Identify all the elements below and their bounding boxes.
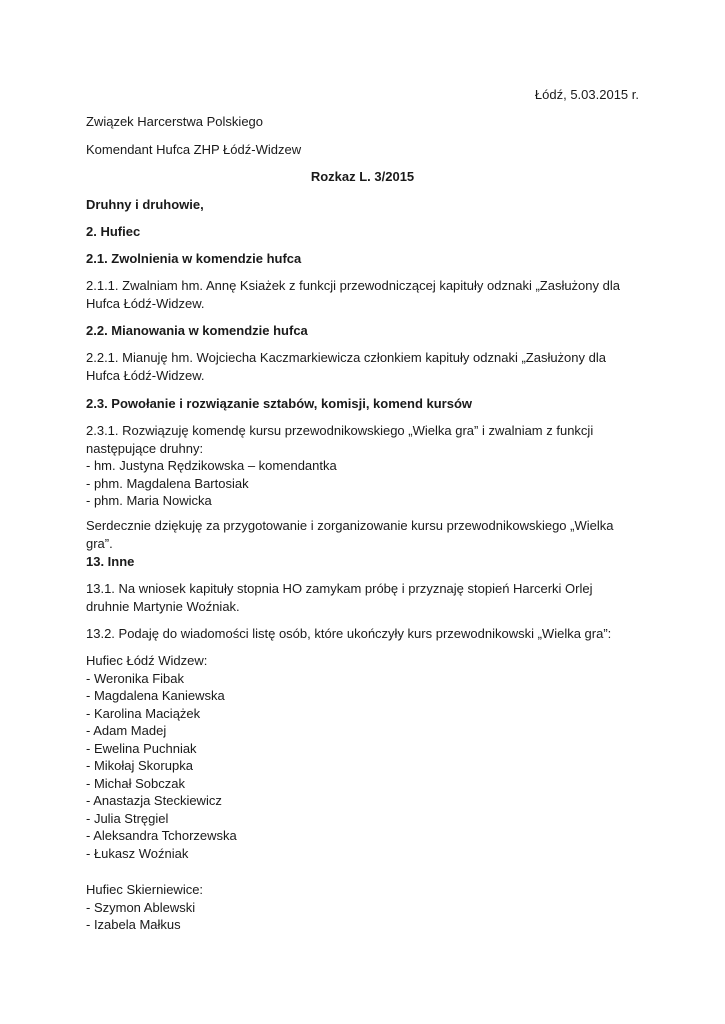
paragraph-2-3-1: 2.3.1. Rozwiązuję komendę kursu przewodnikowskiego „Wielka gra” i zwalniam z funkcji następujące druhny: <box>86 423 594 456</box>
organization-name: Związek Harcerstwa Polskiego <box>86 114 264 129</box>
list-item: - phm. Maria Nowicka <box>86 493 212 508</box>
paragraph-13-2: 13.2. Podaję do wiadomości listę osób, które ukończyły kurs przewodnikowski „Wielka gra”: <box>86 626 612 641</box>
thanks-paragraph: Serdecznie dziękuję za przygotowanie i zorganizowanie kursu przewodnikowskiego „Wielka gra”. <box>86 518 614 551</box>
paragraph-2-2-1: 2.2.1. Mianuję hm. Wojciecha Kaczmarkiewicza członkiem kapituły odznaki „Zasłużony dla Hufca Łódź-Widzew. <box>86 350 606 383</box>
list-item: - Aleksandra Tchorzewska <box>86 828 237 843</box>
list-item: - Michał Sobczak <box>86 775 185 791</box>
list-item: - Adam Madej <box>86 723 167 738</box>
list-item: - Weronika Fibak <box>86 670 185 686</box>
paragraph-2-1-1: 2.1.1. Zwalniam hm. Annę Ksiażek z funkcji przewodniczącej kapituły odznaki „Zasłużony dla Hufca Łódź-Widzew. <box>86 278 620 311</box>
commander-title: Komendant Hufca ZHP Łódź-Widzew <box>86 142 302 157</box>
graduates-list-skierniewice <box>86 899 639 934</box>
section-heading-2: 2. Hufiec <box>86 224 141 239</box>
list-item: - Łukasz Woźniak <box>86 845 189 861</box>
section-heading-2-3: 2.3. Powołanie i rozwiązanie sztabów, komisji, komend kursów <box>86 396 473 411</box>
section-heading-13: 13. Inne <box>86 554 135 569</box>
list-item: - Mikołaj Skorupka <box>86 758 193 773</box>
section-heading-2-2: 2.2. Mianowania w komendzie hufca <box>86 323 308 338</box>
list-item: - Magdalena Kaniewska <box>86 688 225 703</box>
list-item: - Anastazja Steckiewicz <box>86 793 222 808</box>
order-title: Rozkaz L. 3/2015 <box>310 169 415 184</box>
group-title-skierniewice: Hufiec Skierniewice: <box>86 882 204 897</box>
list-item: - hm. Justyna Rędzikowska – komendantka <box>86 458 337 473</box>
list-item: - phm. Magdalena Bartosiak <box>86 475 249 491</box>
list-item: - Szymon Ablewski <box>86 899 196 915</box>
list-item: - Ewelina Puchniak <box>86 740 197 756</box>
graduates-list-lodz-widzew <box>86 670 639 863</box>
dismissed-list <box>86 457 639 510</box>
salutation: Druhny i druhowie, <box>86 197 204 212</box>
document-date: Łódź, 5.03.2015 r. <box>534 87 639 102</box>
group-title-lodz-widzew: Hufiec Łódź Widzew: <box>86 653 208 668</box>
list-item: - Karolina Maciążek <box>86 705 201 721</box>
list-item: - Izabela Małkus <box>86 917 181 932</box>
section-heading-2-1: 2.1. Zwolnienia w komendzie hufca <box>86 251 302 266</box>
paragraph-13-1: 13.1. Na wniosek kapituły stopnia HO zamykam próbę i przyznaję stopień Harcerki Orlej druhnie Martynie Woźniak. <box>86 581 593 614</box>
list-item: - Julia Stręgiel <box>86 810 169 826</box>
